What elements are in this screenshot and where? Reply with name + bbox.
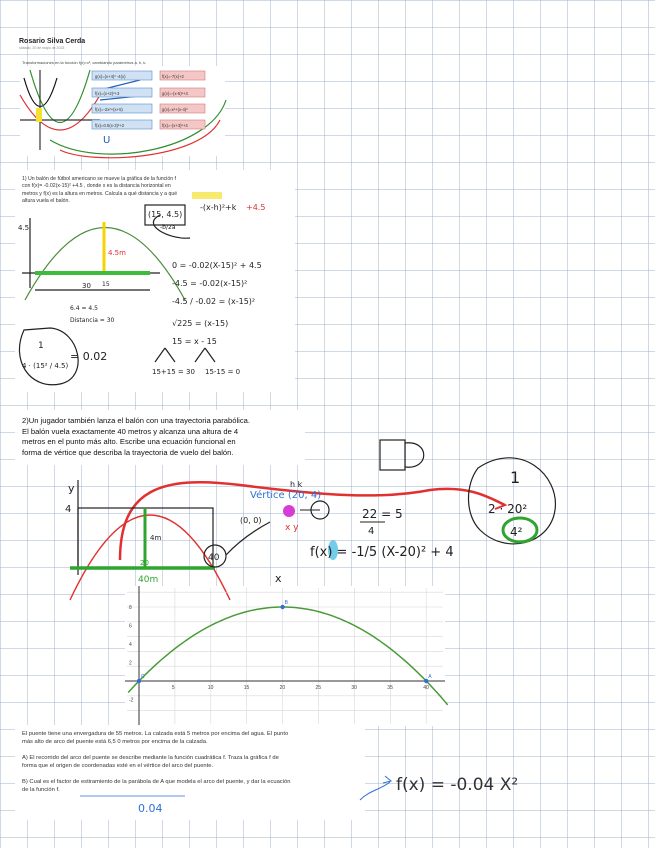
p1-eq4: √225 = (x-15) bbox=[172, 319, 229, 328]
p2-width: 40m bbox=[138, 575, 159, 585]
problem2-line: El balón vuela exactamente 40 metros y alcanza una altura de 4 bbox=[22, 426, 239, 436]
diagram-left-0: g(x)=(x+4)² -4(x) bbox=[95, 74, 126, 79]
bridge-part-a: A) El recorrido del arco del puente se describe mediante la función cuadrática f. Traza la gráfica f de bbox=[22, 755, 279, 761]
p2-point: (0, 0) bbox=[240, 516, 262, 525]
point-label-A: A bbox=[428, 674, 432, 680]
x-tick-label: 25 bbox=[315, 685, 322, 691]
p1-k: +4.5 bbox=[246, 203, 266, 212]
p1-vertex: (15, 4.5) bbox=[148, 210, 183, 219]
diagram-left-2: f(x)=-2x²+(x+5) bbox=[95, 107, 123, 112]
x-tick-label: 5 bbox=[171, 685, 175, 691]
problem2-line: metros en el punto más alto. Escribe una ecuación funcional en bbox=[22, 437, 236, 447]
p1-eq5: 15 = x - 15 bbox=[172, 337, 217, 346]
p2-x: x bbox=[275, 572, 282, 585]
bridge-line: más alto de arco del puente está 6,5 0 metros por encima de la calzada. bbox=[22, 739, 208, 745]
p1-dist: 30 bbox=[82, 282, 91, 290]
p1-side2: Distancia = 30 bbox=[70, 317, 115, 324]
diagram-right-2: g(x)=x²+(x-4)² bbox=[162, 107, 188, 112]
p1-r2: 15-15 = 0 bbox=[205, 368, 241, 376]
p2-big-den: 2 · 20² bbox=[488, 502, 528, 516]
problem2-line: 2)Un jugador también lanza el balón con una trayectoria parabólica. bbox=[22, 416, 250, 425]
p2-big-den2: 4² bbox=[510, 525, 523, 539]
p1-eq3: -4.5 / -0.02 = (x-15)² bbox=[172, 297, 256, 306]
p1-frac-den: 4 · (15² / 4.5) bbox=[22, 362, 69, 370]
point-label-B: B bbox=[284, 600, 288, 606]
problem1-line: con f(x)= -0.02(x-15)² +4.5 , donde x es la distancia horizontal en bbox=[22, 183, 171, 190]
problem2-line: forma de vértice que describa la trayectoria de vuelo del balón. bbox=[22, 447, 234, 457]
p1-r1: 15+15 = 30 bbox=[152, 368, 195, 376]
p2-hk: h k bbox=[290, 480, 303, 489]
problem1-line: altura vuela el balón. bbox=[22, 198, 70, 205]
x-tick-label: 30 bbox=[351, 685, 357, 691]
p2-ratio2: 4 bbox=[368, 526, 375, 537]
bridge-part-b: de la función f. bbox=[22, 787, 60, 793]
bridge-answer-small: 0.04 bbox=[138, 802, 163, 815]
x-tick-label: 10 bbox=[207, 685, 214, 691]
point-label-C: C bbox=[141, 674, 145, 680]
p1-frac-num: 1 bbox=[38, 341, 44, 351]
p2-equation: f(x) = -1/5 (X-20)² + 4 bbox=[310, 545, 454, 560]
p2-four: 4 bbox=[65, 504, 72, 515]
bridge-answer-big: f(x) = -0.04 X² bbox=[396, 775, 519, 795]
p2-ratio1: 22 = 5 bbox=[362, 507, 403, 521]
x-tick-label: 35 bbox=[387, 685, 393, 691]
problem1-line: metros y f(x) es la altura en metros. Calcula a qué distancia y a qué bbox=[22, 190, 178, 197]
y-tick-label: -2 bbox=[129, 697, 134, 704]
diagram-caption: Transformaciones en la función f(x)=x², cambiando parámetros a, h, k. bbox=[22, 60, 147, 65]
y-tick-label: 8 bbox=[129, 605, 132, 611]
p2-height: 4m bbox=[150, 534, 162, 542]
p2-circle40: 40 bbox=[208, 553, 220, 563]
p1-frac-res: = 0.02 bbox=[70, 350, 108, 363]
p2-vertex: Vértice (20, 4) bbox=[250, 490, 322, 501]
p1-vertex-hint: -b/2a bbox=[160, 224, 176, 231]
p1-eq2: -4.5 = -0.02(x-15)² bbox=[172, 279, 248, 288]
y-tick-label: 6 bbox=[129, 623, 132, 630]
p1-peak: 4.5 bbox=[18, 224, 30, 232]
x-tick-label: 40 bbox=[423, 685, 429, 691]
date-stamp: sábado, 20 de mayo de 2023 bbox=[19, 46, 65, 50]
problem1-line: 1) Un balón de fútbol americano se mueve la gráfica de la función f bbox=[22, 176, 176, 182]
diagram-right-0: f(x)=-7(x)+2 bbox=[162, 74, 184, 79]
p1-mid: 15 bbox=[102, 281, 110, 288]
y-tick-label: 2 bbox=[129, 660, 132, 667]
p2-mid: 20 bbox=[140, 559, 149, 567]
x-tick-label: 20 bbox=[279, 685, 286, 691]
bridge-line: El puente tiene una envergadura de 55 metros. La calzada está 5 metros por encima del agua. El punto bbox=[22, 731, 289, 737]
p1-side1: 6.4 = 4.5 bbox=[70, 305, 98, 312]
svg-text:U: U bbox=[103, 135, 111, 146]
author-name: Rosario Silva Cerda bbox=[19, 38, 86, 45]
y-tick-label: 4 bbox=[129, 642, 132, 648]
diagram-right-3: f(x)=-(x+3)²+4 bbox=[162, 123, 188, 128]
x-tick-label: 15 bbox=[243, 685, 250, 691]
diagram-left-1: f(x)=(x+2)²+3 bbox=[95, 91, 120, 96]
p1-form: -(x-h)²+k bbox=[200, 203, 237, 212]
p1-eq1: 0 = -0.02(X-15)² + 4.5 bbox=[172, 261, 262, 270]
p1-height: 4.5m bbox=[108, 249, 126, 257]
p2-y: y bbox=[68, 482, 75, 495]
diagram-right-1: g(x)=-(x-5)²+4 bbox=[162, 91, 188, 96]
bridge-part-a: forma que el origen de coordenadas esté en el vértice del arco del puente. bbox=[22, 763, 214, 769]
bridge-part-b: B) Cual es el factor de estiramiento de la parábola de A que modela el arco del puente, y dar la ecuación bbox=[22, 779, 291, 785]
p2-big-num: 1 bbox=[510, 468, 521, 487]
p2-xy: x y bbox=[285, 523, 299, 533]
diagram-left-3: f(x)=0.5(x-3)²+2 bbox=[95, 123, 125, 128]
